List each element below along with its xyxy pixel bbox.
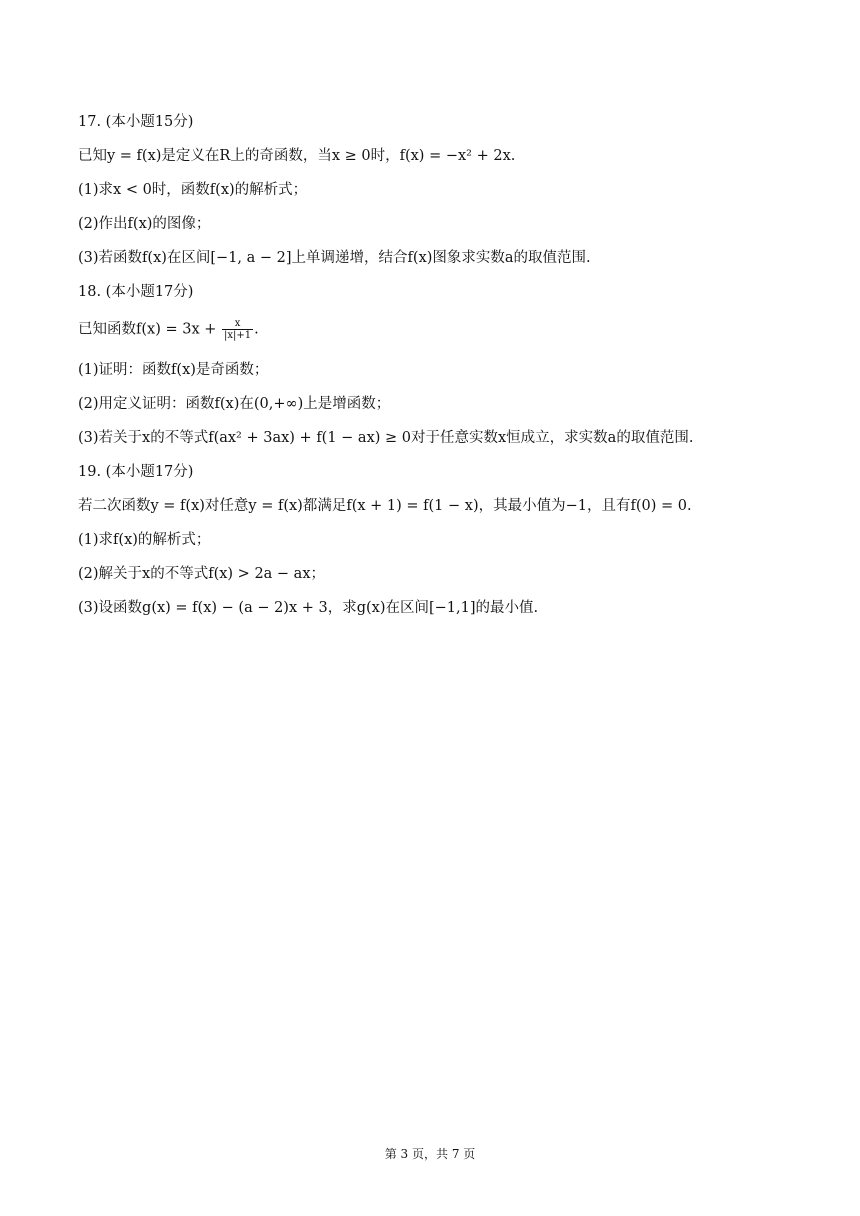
problem-17-part-1: (1)求x < 0时，函数f(x)的解析式；	[78, 182, 308, 198]
problem-18-part-3: (3)若关于x的不等式f(ax² + 3ax) + f(1 − ax) ≥ 0对于任意实数x恒成立，求实数a的取值范围.	[78, 430, 694, 446]
fraction-denominator: |x|+1	[224, 330, 252, 341]
problem-19-part-3: (3)设函数g(x) = f(x) − (a − 2)x + 3，求g(x)在区间[−1,1]的最小值.	[78, 600, 539, 616]
problem-19-part-2: (2)解关于x的不等式f(x) > 2a − ax；	[78, 566, 326, 582]
problem-17-stem: 已知y = f(x)是定义在R上的奇函数，当x ≥ 0时，f(x) = −x² + 2x.	[78, 148, 516, 164]
problem-18-stem-suffix: .	[254, 321, 259, 338]
problem-17-part-3: (3)若函数f(x)在区间[−1, a − 2]上单调递增，结合f(x)图象求实数a的取值范围.	[78, 250, 591, 266]
problem-19-stem: 若二次函数y = f(x)对任意y = f(x)都满足f(x + 1) = f(1 − x)，其最小值为−1，且有f(0) = 0.	[78, 498, 692, 514]
problem-18-part-1: (1)证明：函数f(x)是奇函数；	[78, 362, 269, 378]
problem-18-part-2: (2)用定义证明：函数f(x)在(0,+∞)上是增函数；	[78, 396, 391, 412]
page-number-footer: 第 3 页，共 7 页	[384, 1147, 476, 1161]
problem-17-part-2: (2)作出f(x)的图像；	[78, 216, 211, 232]
problem-18-stem	[78, 318, 259, 341]
fraction	[222, 318, 253, 341]
problem-18-stem-prefix: 已知函数f(x) = 3x +	[78, 321, 217, 338]
problem-18-header: 18. (本小题17分)	[78, 284, 194, 300]
fraction-numerator: x	[234, 318, 241, 329]
problem-19-part-1: (1)求f(x)的解析式；	[78, 532, 211, 548]
problem-19-header: 19. (本小题17分)	[78, 464, 194, 480]
problem-17-header: 17. (本小题15分)	[78, 114, 194, 130]
